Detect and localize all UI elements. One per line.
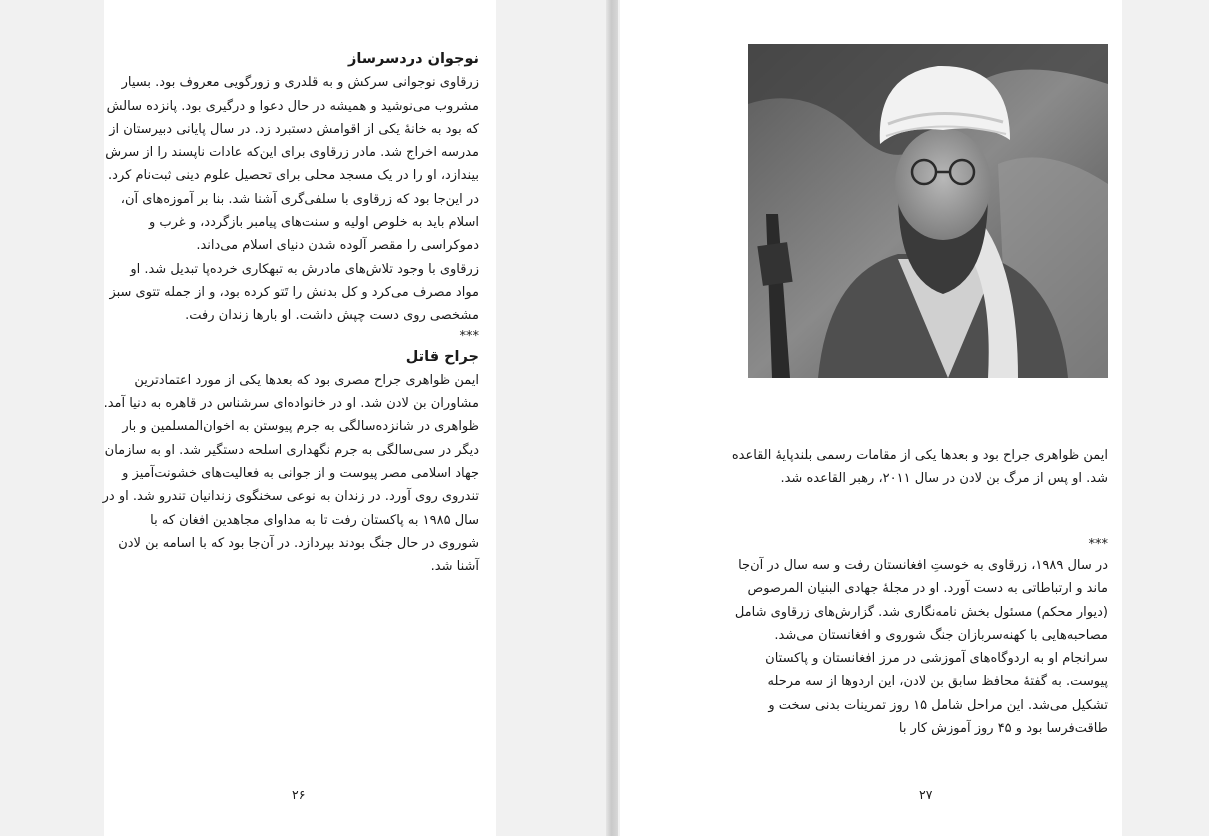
paragraph-line: مصاحبه‌هایی با کهنه‌سربازان جنگ شوروی و افغانستان می‌شد.: [774, 627, 1108, 643]
paragraph-line: دموکراسی را مقصر آلوده شدن دنیای اسلام می‌داند.: [196, 238, 479, 254]
page-number-left: ۲۶: [292, 787, 306, 802]
paragraph-line: آشنا شد.: [430, 559, 479, 575]
page-number-right: ۲۷: [919, 787, 933, 802]
photo-caption: [732, 444, 1108, 491]
paragraph-line: که بود به خانهٔ یکی از اقوامش دستبرد زد. در سال پایانی دبیرستان از: [109, 121, 479, 137]
section-heading-troublesome-teen: نوجوان دردسرساز: [347, 51, 479, 67]
paragraph-line: در این‌جا بود که زرقاوی با سلفی‌گری آشنا شد. بنا بر آموزه‌های آن،: [120, 191, 479, 207]
paragraph-line: تشکیل می‌شد. این مراحل شامل ۱۵ روز تمرینات بدنی سخت و: [768, 697, 1108, 713]
book-gutter: [606, 0, 618, 836]
section-heading-killer-surgeon: جراح قاتل: [405, 348, 479, 365]
caption-line: شد. او پس از مرگ بن لادن در سال ۲۰۱۱، رهبر القاعده شد.: [780, 471, 1108, 487]
paragraph-line: (دیوار محکم) مسئول بخش نامه‌نگاری شد. گزارش‌های زرقاوی شامل: [734, 604, 1108, 620]
paragraph-line: پیوست. به گفتهٔ محافظ سابق بن لادن، این اردوها از سه مرحله: [767, 674, 1108, 690]
paragraph-line: در سال ۱۹۸۹، زرقاوی به خوستِ افغانستان رفت و سه سال در آن‌جا: [738, 558, 1108, 573]
paragraph-line: شوروی در حال جنگ بودند بپردازد. در آن‌جا بود که با اسامه بن لادن: [118, 535, 479, 551]
portrait-illustration: [748, 44, 1108, 378]
paragraph-line: اسلام باید به خلوص اولیه و سنت‌های پیامبر بازگردد، و غرب و: [148, 215, 479, 231]
paragraph-line: سال ۱۹۸۵ به پاکستان رفت تا به مداوای مجاهدین افغان که با: [150, 512, 479, 528]
paragraph-line: بیندازد، او را در یک مسجد محلی برای تحصیل علوم دینی ثبت‌نام کرد.: [108, 168, 479, 184]
paragraph-line: مشخصی روی دست چپش داشت. او بارها زندان رفت.: [185, 308, 479, 324]
paragraph-line: زرقاوی با وجود تلاش‌های مادرش به تبهکاری خرده‌پا تبدیل شد. او: [130, 261, 479, 277]
paragraph-line: مواد مصرف می‌کرد و کل بدنش را تَتو کرده بود، و از جمله تتوی سبز: [109, 284, 479, 300]
paragraph-line: ماند و ارتباطاتی به دست آورد. او در مجلهٔ جهادی البنیان المرصوص: [747, 581, 1108, 597]
section-separator: ***: [459, 328, 479, 344]
paragraph-line: مشروب می‌نوشید و همیشه در حال دعوا و درگیری بود. پانزده سالش: [106, 98, 479, 114]
paragraph-line: مدرسه اخراج شد. مادر زرقاوی برای این‌که عادات ناپسند را از سرش: [105, 145, 479, 161]
paragraph-line: ایمن ظواهری جراح مصری بود که بعدها یکی از مورد اعتمادترین: [134, 372, 479, 388]
paragraph-line: تندروی روی آورد. در زندان به نوعی سخنگوی زندانیان تندرو شد. او در: [102, 489, 479, 505]
paragraph-line: ظواهری در شانزده‌سالگی به جرم پیوستن به اخوان‌المسلمین و بار: [122, 419, 479, 435]
paragraph-line: مشاوران بن لادن شد. او در خانواده‌ای سرشناس در قاهره به دنیا آمد.: [103, 396, 479, 412]
portrait-photo: [748, 44, 1108, 378]
section-separator: ***: [1088, 537, 1108, 552]
paragraph-line: زرقاوی نوجوانی سرکش و به قلدری و زورگویی معروف بود. بسیار: [121, 75, 479, 91]
paragraph-line: طاقت‌فرسا بود و ۴۵ روز آموزش کار با: [898, 721, 1108, 737]
right-text-column: [735, 536, 1108, 740]
paragraph-line: جهاد اسلامی مصر پیوست و از جوانی به فعالیت‌های خشونت‌آمیز و: [122, 466, 479, 482]
caption-line: ایمن ظواهری جراح بود و بعدها یکی از مقامات رسمی بلندپایهٔ القاعده: [731, 448, 1108, 463]
paragraph-line: سرانجام او به اردوگاه‌های آموزشی در مرز افغانستان و پاکستان: [765, 651, 1108, 667]
paragraph-line: دیگر در سی‌سالگی به جرم نگهداری اسلحه دستگیر شد. او به سازمان: [104, 442, 479, 458]
left-text-column: [103, 48, 479, 579]
